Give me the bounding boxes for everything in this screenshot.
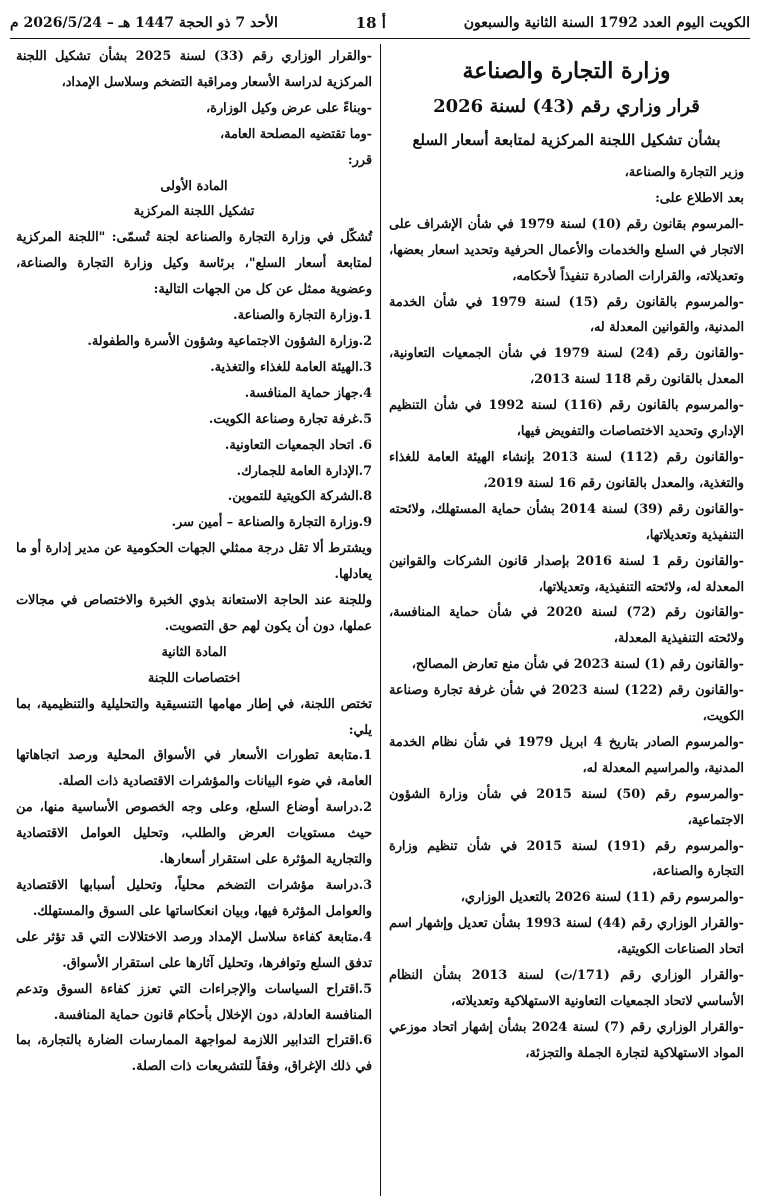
rank-condition: ويشترط ألا تقل درجة ممثلي الجهات الحكومية عن مدير إدارة أو ما يعادلها. — [16, 541, 372, 583]
member-item: 5.غرفة تجارة وصناعة الكويت. — [208, 411, 372, 427]
article-2-title: المادة الثانية — [161, 644, 227, 660]
preamble-paragraph: -والقرار الوزاري رقم (7) لسنة 2024 بشأن إشهار اتحاد موزعي المواد الاستهلاكية لتجارة الجملة والتجزئة، — [389, 1019, 744, 1061]
decision-subject: بشأن تشكيل اللجنة المركزية لمتابعة أسعار السلع — [412, 131, 721, 149]
preamble-paragraph: -والقانون رقم (24) لسنة 1979 في شأن الجمعيات التعاونية، المعدل بالقانون رقم 118 لسنة 2013، — [389, 346, 744, 388]
preamble-paragraph: -والقرار الوزاري رقم (44) لسنة 1993 بشأن تعديل وإشهار اسم اتحاد الصناعات الكويتية، — [389, 916, 744, 958]
member-item: 2.وزارة الشؤون الاجتماعية وشؤون الأسرة والطفولة. — [87, 333, 372, 349]
article-1-heading: تشكيل اللجنة المركزية — [133, 204, 255, 220]
experts-clause: وللجنة عند الحاجة الاستعانة بذوي الخبرة والاختصاص في مجالات عملها، دون أن يكون لهم حق التصويت. — [16, 593, 372, 634]
committee-duties-list — [16, 743, 372, 1080]
preamble-paragraph: -والقانون رقم (39) لسنة 2014 بشأن حماية المستهلك، ولائحته التنفيذية وتعديلاتها، — [389, 501, 744, 543]
preamble-paragraph: -والقانون رقم (72) لسنة 2020 في شأن حماية المنافسة، ولائحته التنفيذية المعدلة، — [389, 605, 744, 647]
preamble-paragraph: -المرسوم بقانون رقم (10) لسنة 1979 في شأن الإشراف على الاتجار في السلع والخدمات والأعمال الحرفية وتحديد اسعار بعضها، وتعديلاته، والقرارات الصادرة تنفيذاً لأحكامه، — [389, 216, 744, 284]
preamble-paragraph: -والقانون رقم (122) لسنة 2023 في شأن غرفة تجارة وصناعة الكويت، — [389, 683, 744, 725]
duty-item: 5.اقتراح السياسات والإجراءات التي تعزز كفاءة السوق وتدعم المنافسة العادلة، دون الإخلال بأحكام قانون حماية المنافسة. — [16, 981, 372, 1023]
preamble-paragraph: -والمرسوم بالقانون رقم (15) لسنة 1979 في شأن الخدمة المدنية، والقوانين المعدلة له، — [389, 294, 744, 336]
preamble-paragraph: -والمرسوم رقم (11) لسنة 2026 بالتعديل الوزاري، — [460, 890, 744, 906]
preamble-paragraph: -والمرسوم رقم (191) لسنة 2015 في شأن تنظيم وزارة التجارة والصناعة، — [389, 838, 744, 880]
preamble-paragraph: -وما تقتضيه المصلحة العامة، — [219, 126, 372, 142]
duty-item: 3.دراسة مؤشرات التضخم محلياً، وتحليل أسبابها الاقتصادية والعوامل المؤثرة فيها، وبيان انعكاساتها على السوق والمستهلك. — [16, 878, 372, 919]
preamble-paragraph: -والقرار الوزاري رقم (171/ت) لسنة 2013 بشأن النظام الأساسي لاتحاد الجمعيات التعاونية الاستهلاكية وتعديلاته، — [389, 968, 744, 1009]
duty-item: 2.دراسة أوضاع السلع، وعلى وجه الخصوص الأساسية منها، من حيث مستويات العرض والطلب، وتحليل العوامل الاقتصادية والتجارية المؤثرة على استقرار أسعارها. — [16, 800, 372, 868]
preamble-paragraph: -والمرسوم بالقانون رقم (116) لسنة 1992 في شأن التنظيم الإداري وتحديد الاختصاصات والتفويض فيها، — [389, 398, 744, 440]
preamble-paragraph: -والقانون رقم 1 لسنة 2016 بإصدار قانون الشركات والقوانين المعدلة له، ولائحته التنفيذية، وتعديلاتها، — [389, 553, 744, 595]
page-number: أ 18 — [355, 14, 386, 32]
preamble-paragraph: -وبناءً على عرض وكيل الوزارة، — [206, 100, 372, 116]
preamble-paragraph: -والمرسوم الصادر بتاريخ 4 ابريل 1979 في شأن نظام الخدمة المدنية، والمراسيم المعدلة له، — [389, 734, 744, 776]
duty-item: 1.متابعة تطورات الأسعار في الأسواق المحلية ورصد اتجاهاتها العامة، في ضوء البيانات والمؤشرات الاقتصادية ذات الصلة. — [16, 748, 372, 790]
member-item: 9.وزارة التجارة والصناعة – أمين سر. — [171, 515, 372, 531]
ministry-title: وزارة التجارة والصناعة — [462, 58, 671, 84]
article-2-heading: اختصاصات اللجنة — [147, 670, 241, 686]
preamble-paragraph: -والقرار الوزاري رقم (33) لسنة 2025 بشأن تشكيل اللجنة المركزية لدراسة الأسعار ومراقبة التضخم وسلاسل الإمداد، — [16, 49, 372, 90]
page-header — [10, 8, 750, 39]
member-item: 6. اتحاد الجمعيات التعاونية. — [224, 437, 372, 453]
preamble-paragraph: بعد الاطلاع على: — [655, 190, 744, 206]
two-column-body — [8, 44, 752, 1196]
preamble-paragraph: -والقانون رقم (1) لسنة 2023 في شأن منع تعارض المصالح، — [411, 657, 744, 673]
preamble-continued — [16, 44, 372, 148]
right-column — [380, 44, 752, 1196]
duty-item: 4.متابعة كفاءة سلاسل الإمداد ورصد الاختلالات التي قد تؤثر على تدفق السلع وتوافرها، وتحليل آثارها على استقرار الأسواق. — [16, 929, 372, 971]
member-item: 4.جهاز حماية المنافسة. — [244, 385, 372, 401]
issue-date: الأحد 7 ذو الحجة 1447 هـ – 2026/5/24 م — [10, 15, 278, 31]
preamble-paragraph: -والقانون رقم (112) لسنة 2013 بإنشاء الهيئة العامة للغذاء والتغذية، والمعدل بالقانون رقم 16 لسنة 2019، — [389, 449, 744, 491]
article-2-intro: تختص اللجنة، في إطار مهامها التنسيقية والتحليلية والتنظيمية، بما يلي: — [16, 696, 372, 738]
duty-item: 6.اقتراح التدابير اللازمة لمواجهة الممارسات الضارة بالتجارة، بما في ذلك الإغراق، وفقاً للتشريعات ذات الصلة. — [16, 1033, 372, 1075]
left-column — [8, 44, 380, 1196]
decided-label: قرر: — [347, 152, 372, 168]
decision-title: قرار وزاري رقم (43) لسنة 2026 — [433, 96, 700, 117]
gazette-issue: الكويت اليوم العدد 1792 السنة الثانية والسبعون — [463, 15, 750, 31]
preamble-paragraph: -والمرسوم رقم (50) لسنة 2015 في شأن وزارة الشؤون الاجتماعية، — [389, 786, 744, 828]
member-item: 8.الشركة الكويتية للتموين. — [227, 489, 372, 505]
preamble-paragraph: وزير التجارة والصناعة، — [624, 165, 744, 180]
article-1-intro: تُشكّل في وزارة التجارة والصناعة لجنة تُسمّى: "اللجنة المركزية لمتابعة أسعار السلع"، برئاسة وكيل وزارة التجارة والصناعة، وعضوية ممثل عن كل من الجهات التالية: — [16, 230, 372, 298]
member-item: 3.الهيئة العامة للغذاء والتغذية. — [210, 359, 372, 375]
preamble-list — [389, 160, 744, 1067]
article-1-title: المادة الأولى — [160, 178, 228, 194]
member-item: 1.وزارة التجارة والصناعة. — [233, 308, 372, 324]
member-item: 7.الإدارة العامة للجمارك. — [236, 463, 372, 479]
committee-members-list — [16, 303, 372, 536]
